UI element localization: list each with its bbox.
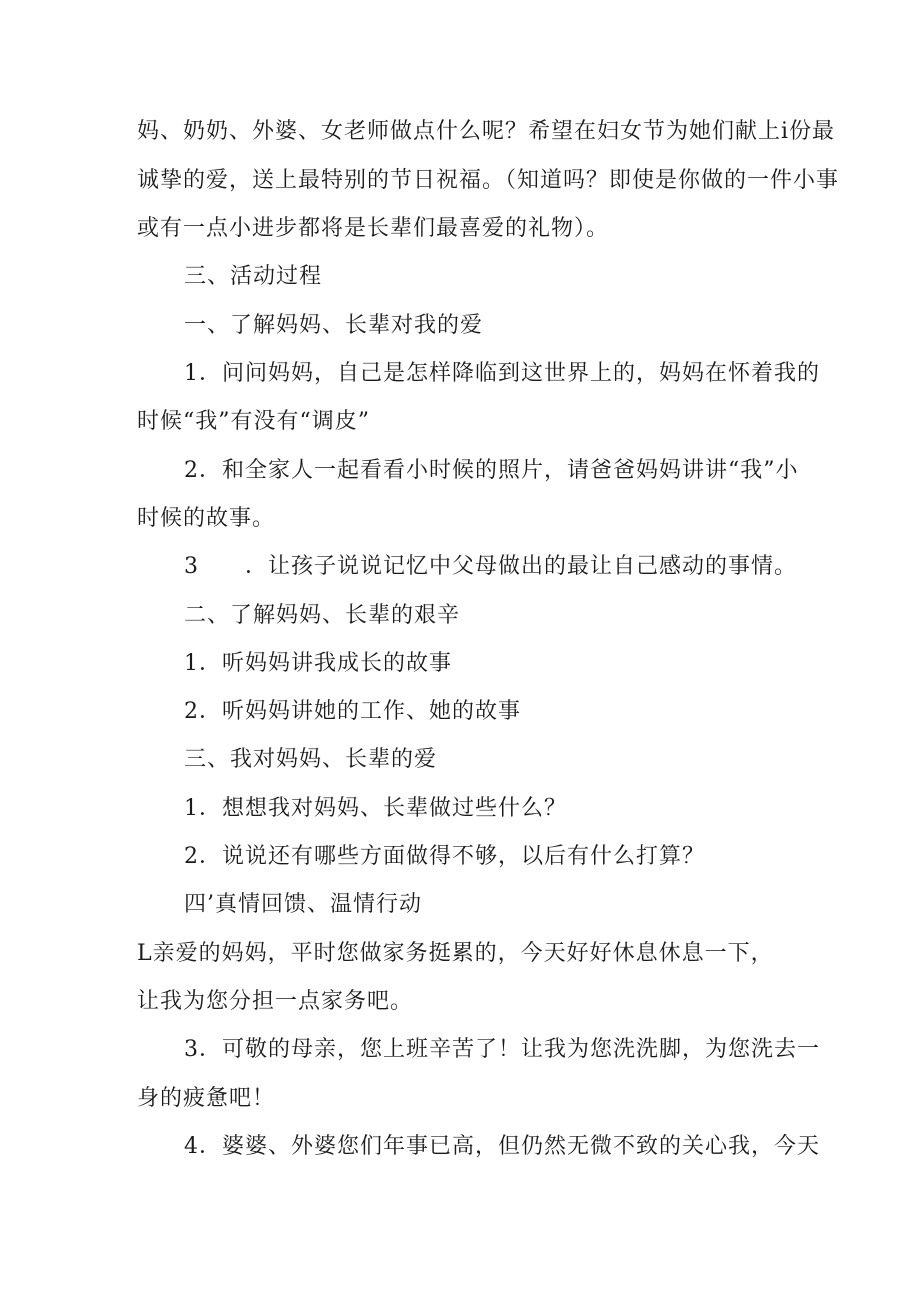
subsection-heading: 四’真情回馈、温情行动 bbox=[184, 892, 422, 917]
list-item: 2．和全家人一起看看小时候的照片，请爸爸妈妈讲讲“我”小 bbox=[184, 458, 799, 483]
subsection-heading: 二、了解妈妈、长辈的艰辛 bbox=[184, 603, 461, 628]
section-heading: 三、活动过程 bbox=[184, 264, 323, 289]
list-item: 3 ．让孩子说说记忆中父母做出的最让自己感动的事情。 bbox=[184, 554, 797, 579]
list-item: 1．听妈妈讲我成长的故事 bbox=[184, 651, 452, 676]
subsection-heading: 三、我对妈妈、长辈的爱 bbox=[184, 747, 438, 772]
paragraph-line: 或有一点小进步都将是长辈们最喜爱的礼物）。 bbox=[137, 216, 610, 241]
list-item: 1．想想我对妈妈、长辈做过些什么？ bbox=[184, 796, 567, 821]
list-item: 4．婆婆、外婆您们年事已高，但仍然无微不致的关心我，今天 bbox=[184, 1134, 820, 1159]
list-item-continuation: 让我为您分担一点家务吧。 bbox=[137, 989, 414, 1014]
paragraph-line: 妈、奶奶、外婆、女老师做点什么呢？希望在妇女节为她们献上i份最 bbox=[137, 119, 836, 144]
list-item-continuation: 时候“我”有没有“调皮” bbox=[137, 409, 370, 434]
list-item: 2．听妈妈讲她的工作、她的故事 bbox=[184, 699, 521, 724]
paragraph-line: 诚挚的爱，送上最特别的节日祝福。（知道吗？即使是你做的一件小事 bbox=[137, 168, 840, 193]
list-item: 1．问问妈妈，自己是怎样降临到这世界上的，妈妈在怀着我的 bbox=[184, 361, 820, 386]
list-item: 2．说说还有哪些方面做得不够，以后有什么打算？ bbox=[184, 844, 705, 869]
list-item-continuation: 身的疲惫吧！ bbox=[137, 1086, 276, 1111]
list-item-continuation: 时候的故事。 bbox=[137, 506, 276, 531]
list-item: 3．可敬的母亲，您上班辛苦了！让我为您洗洗脚，为您洗去一 bbox=[184, 1037, 820, 1062]
list-item: L亲爱的妈妈，平时您做家务挺累的，今天好好休息休息一下， bbox=[137, 941, 774, 966]
subsection-heading: 一、了解妈妈、长辈对我的爱 bbox=[184, 313, 484, 338]
